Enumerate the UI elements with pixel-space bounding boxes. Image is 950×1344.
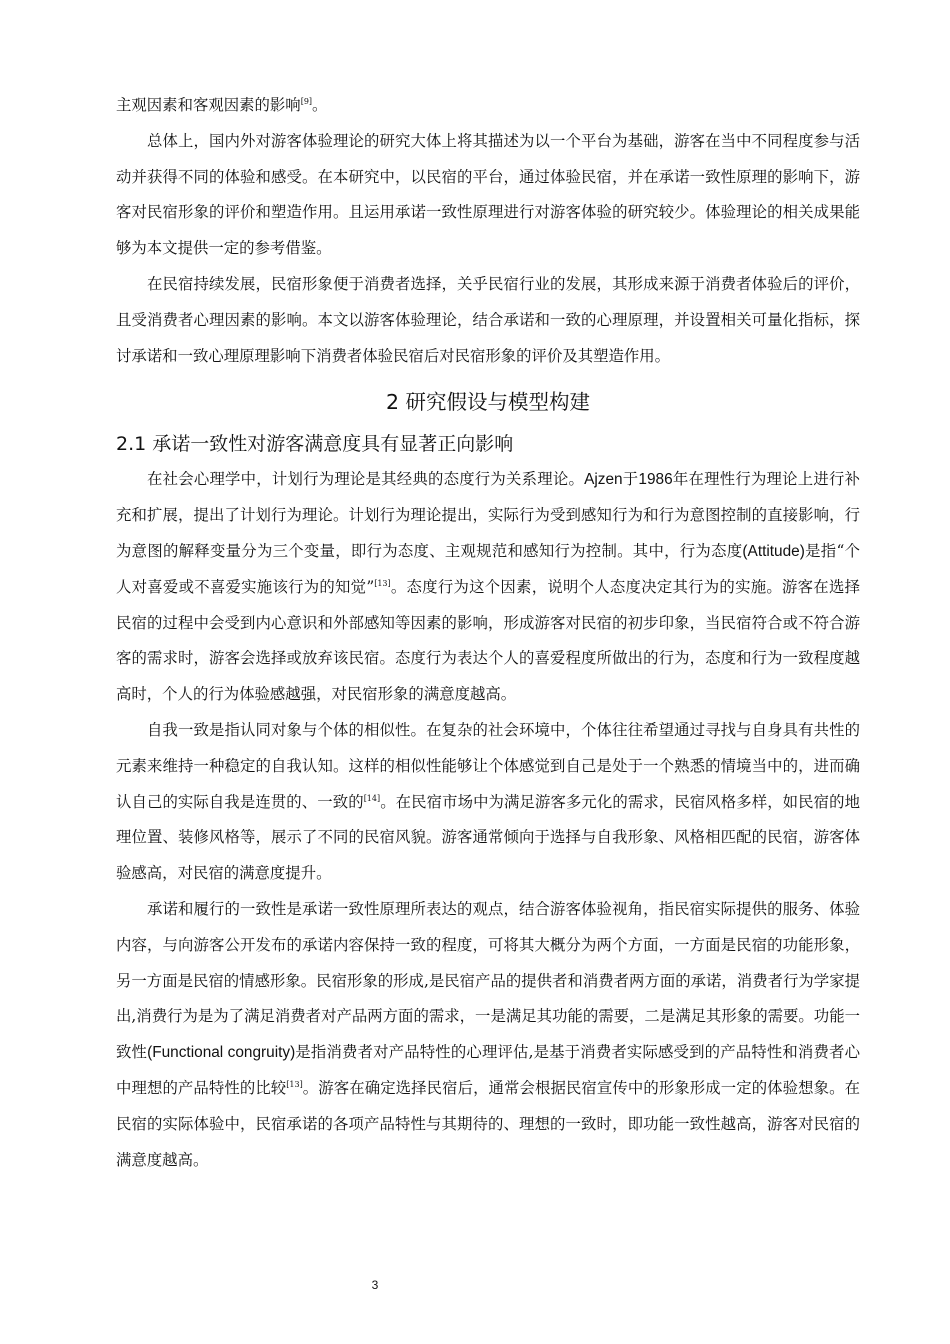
paragraph-text: 。游客在确定选择民宿后，通常会根据民宿宣传中的形象形成一定的体验想象。在民宿的实际体验中，民宿承诺的各项产品特性与其期待的、理想的一致时，即功能一致性越高，游客对民宿的满意度越高。	[116, 1078, 860, 1169]
paragraph-text: 。	[312, 96, 328, 114]
paragraph-planned-behavior	[116, 462, 860, 713]
paragraph-text: 。在民宿市场中为满足游客多元化的需求，民宿风格多样，如民宿的地理位置、装修风格等，展示了不同的民宿风貌。游客通常倾向于选择与自我形象、风格相匹配的民宿，游客体验感高，对民宿的满意度提升。	[116, 792, 860, 883]
author-name: Ajzen	[584, 471, 623, 489]
paragraph-text: 。态度行为这个因素，说明个人态度决定其行为的实施。游客在选择民宿的过程中会受到内心意识和外部感知等因素的影响，形成游客对民宿的初步印象，当民宿符合或不符合游客的需求时，游客会选择或放弃该民宿。态度行为表达个人的喜爱程度所做出的行为，态度和行为一致程度越高时，个人的行为体验感越强，对民宿形象的满意度越高。	[116, 577, 860, 704]
paragraph-text: 在社会心理学中，计划行为理论是其经典的态度行为关系理论。	[147, 470, 585, 489]
paragraph-continuation	[116, 88, 860, 124]
citation: [14]	[363, 793, 381, 803]
paragraph-text: 主观因素和客观因素的影响	[116, 96, 301, 114]
citation: [13]	[286, 1079, 303, 1089]
paragraph-text: 是指消费者对产品特性的心理评估,是基于消费者实际感受到的产品特性和消费者心中理想的产品特性的比较	[116, 1043, 860, 1097]
paragraph-experience-theory-summary: 总体上，国内外对游客体验理论的研究大体上将其描述为以一个平台为基础，游客在当中不同程度参与活动并获得不同的体验和感受。在本研究中，以民宿的平台，通过体验民宿，并在承诺一致性原理的影响下，游客对民宿形象的评价和塑造作用。且运用承诺一致性原理进行对游客体验的研究较少。体验理论的相关成果能够为本文提供一定的参考借鉴。	[116, 131, 860, 258]
citation: [13]	[374, 578, 391, 588]
paragraph-research-purpose: 在民宿持续发展，民宿形象便于消费者选择，关乎民宿行业的发展，其形成来源于消费者体验后的评价，且受消费者心理因素的影响。本文以游客体验理论，结合承诺和一致的心理原理，并设置相关可量化指标，探讨承诺和一致心理原理影响下消费者体验民宿后对民宿形象的评价及其塑造作用。	[116, 274, 860, 365]
page-number: 3	[371, 1278, 379, 1292]
paragraph-self-congruity	[116, 713, 860, 892]
paragraph-text: 自我一致是指认同对象与个体的相似性。在复杂的社会环境中，个体往往希望通过寻找与自身具有共性的元素来维持一种稳定的自我认知。这样的相似性能够让个体感觉到自己是处于一个熟悉的情境当中的，进而确认自己的实际自我是连贯的、一致的	[116, 720, 860, 811]
paragraph-text: 是指“个人对喜爱或不喜爱实施该行为的知觉”	[116, 541, 860, 596]
english-term: (Attitude)	[742, 542, 805, 560]
paragraph-text: 于	[622, 470, 639, 489]
year: 1986	[638, 471, 673, 489]
section-heading: 2 研究假设与模型构建	[385, 390, 591, 415]
page-body	[116, 88, 860, 1178]
citation: [9]	[300, 96, 313, 106]
paragraph-text: 年在理性行为理论上进行补充和扩展，提出了计划行为理论。计划行为理论提出，实际行为受到感知行为和行为意图控制的直接影响，行为意图的解释变量分为三个变量，即行为态度、主观规范和感知行为控制。其中，行为态度	[116, 470, 860, 560]
paragraph-commitment-consistency	[116, 892, 860, 1178]
paragraph-text: 承诺和履行的一致性是承诺一致性原理所表达的观点，结合游客体验视角，指民宿实际提供的服务、体验内容，与向游客公开发布的承诺内容保持一致的程度，可将其大概分为两个方面，一方面是民宿的功能形象，另一方面是民宿的情感形象。民宿形象的形成,是民宿产品的提供者和消费者两方面的承诺，消费者行为学家提出,消费行为是为了满足消费者对产品两方面的需求，一是满足其功能的需要，二是满足其形象的需要。功能一致性	[116, 899, 860, 1062]
english-term: (Functional congruity)	[147, 1044, 296, 1062]
subsection-heading: 2.1 承诺一致性对游客满意度具有显著正向影响	[116, 433, 514, 456]
